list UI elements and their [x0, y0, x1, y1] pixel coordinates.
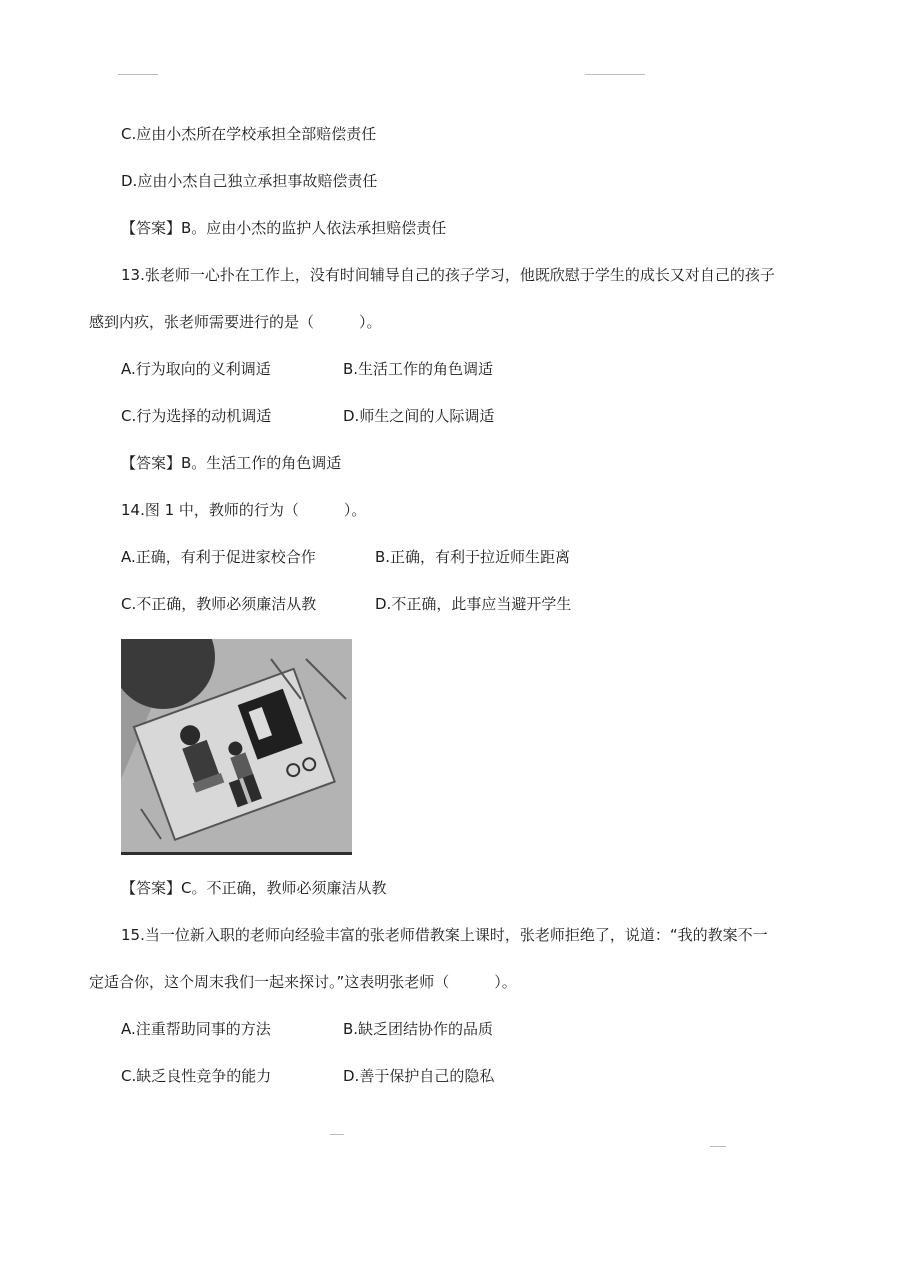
q14-option-c: C.不正确，教师必须廉洁从教	[121, 595, 317, 613]
q13-option-a: A.行为取向的义利调适	[121, 360, 271, 378]
answer-14: 【答案】C。不正确，教师必须廉洁从教	[121, 879, 387, 897]
option-c-prev: C.应由小杰所在学校承担全部赔偿责任	[121, 125, 377, 143]
q14-option-d: D.不正确，此事应当避开学生	[375, 595, 572, 613]
q15-option-b: B.缺乏团结协作的品质	[343, 1020, 494, 1038]
question-14: 14.图 1 中，教师的行为（ ）。	[121, 501, 367, 519]
scan-artifact	[585, 74, 645, 75]
question-15-line2: 定适合你，这个周末我们一起来探讨。”这表明张老师（ ）。	[89, 973, 517, 991]
q13-option-d: D.师生之间的人际调适	[343, 407, 495, 425]
q15-option-c: C.缺乏良性竞争的能力	[121, 1067, 272, 1085]
question-15-line1: 15.当一位新入职的老师向经验丰富的张老师借教案上课时，张老师拒绝了，说道：“我的教案不一	[121, 926, 768, 944]
figure-1-photo	[121, 639, 352, 855]
scan-artifact	[710, 1146, 726, 1147]
question-13-line1: 13.张老师一心扑在工作上，没有时间辅导自己的孩子学习，他既欣慰于学生的成长又对自己的孩子	[121, 266, 775, 284]
scan-artifact	[330, 1134, 344, 1135]
q14-option-b: B.正确，有利于拉近师生距离	[375, 548, 571, 566]
q13-option-c: C.行为选择的动机调适	[121, 407, 272, 425]
q15-option-a: A.注重帮助同事的方法	[121, 1020, 271, 1038]
q15-option-d: D.善于保护自己的隐私	[343, 1067, 495, 1085]
option-d-prev: D.应由小杰自己独立承担事故赔偿责任	[121, 172, 378, 190]
scan-artifact	[118, 74, 158, 75]
q13-option-b: B.生活工作的角色调适	[343, 360, 494, 378]
q14-option-a: A.正确，有利于促进家校合作	[121, 548, 316, 566]
answer-12: 【答案】B。应由小杰的监护人依法承担赔偿责任	[121, 219, 447, 237]
answer-13: 【答案】B。生活工作的角色调适	[121, 454, 342, 472]
question-13-line2: 感到内疚，张老师需要进行的是（ ）。	[89, 313, 382, 331]
